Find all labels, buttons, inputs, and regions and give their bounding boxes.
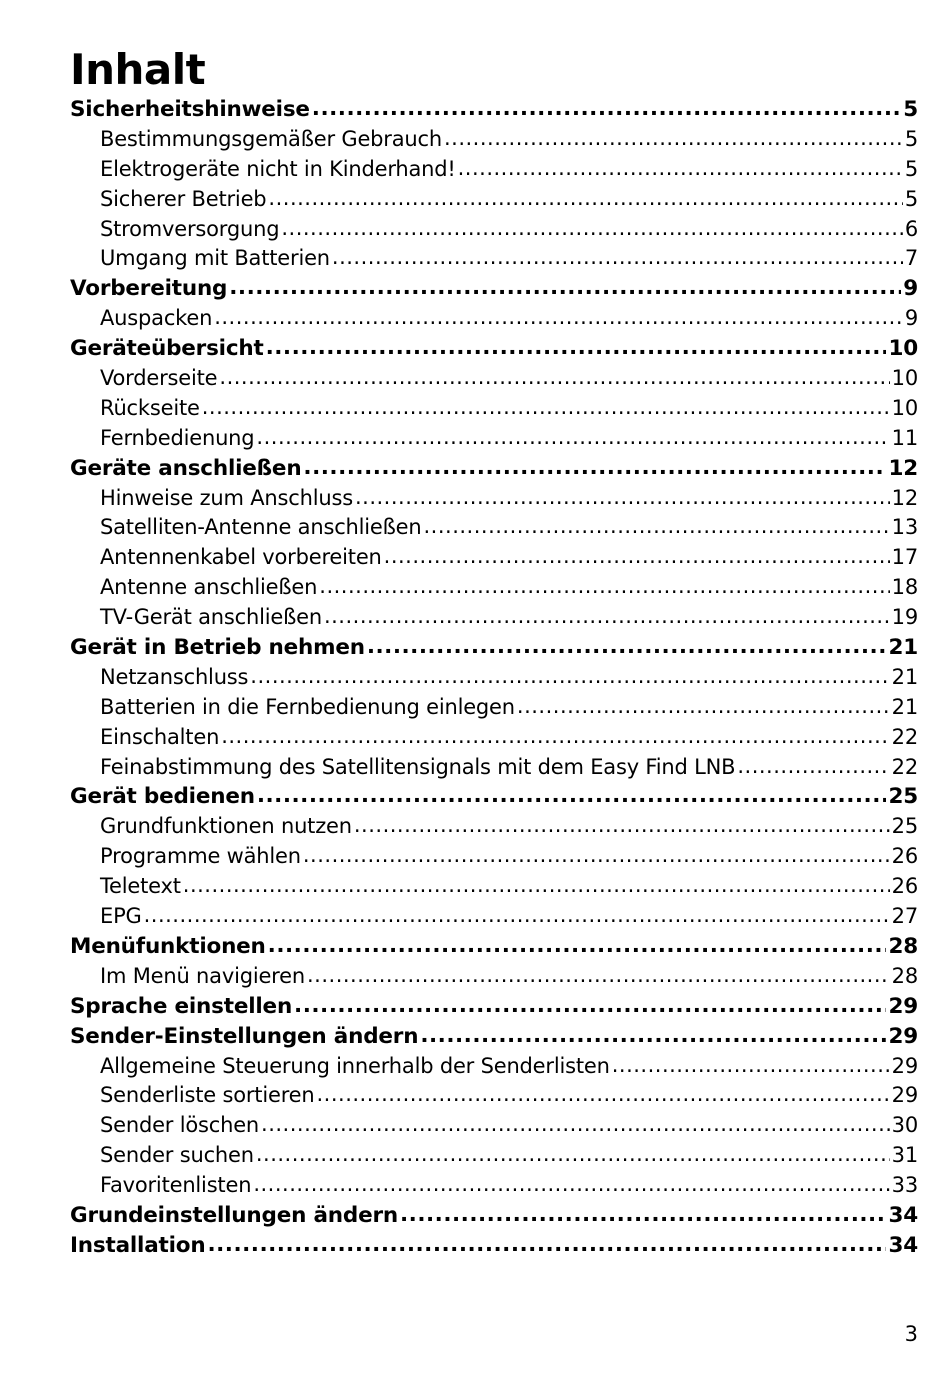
toc-subsection-entry[interactable] [70,902,918,932]
toc-dot-leader [303,454,886,483]
toc-entry-label: Feinabstimmung des Satellitensignals mit dem Easy Find LNB [100,754,736,779]
toc-subsection-entry[interactable] [70,484,918,514]
toc-entry-label: Elektrogeräte nicht in Kinderhand! [100,156,456,181]
toc-entry-label: Umgang mit Batterien [100,246,330,271]
toc-entry-page: 13 [891,515,918,540]
toc-entry-label: Sender löschen [100,1113,260,1138]
toc-subsection-entry[interactable] [70,1141,918,1171]
toc-entry-label: Vorderseite [100,366,218,391]
toc-section-entry[interactable] [70,1201,918,1231]
toc-entry-label: Stromversorgung [100,216,280,241]
toc-subsection-entry[interactable] [70,872,918,902]
toc-dot-leader [384,543,890,572]
toc-subsection-entry[interactable] [70,1052,918,1082]
toc-subsection-entry[interactable] [70,543,918,573]
toc-section-entry[interactable] [70,274,918,304]
toc-entry-label: Hinweise zum Anschluss [100,485,353,510]
toc-dot-leader [294,992,886,1021]
toc-entry-page: 12 [891,485,918,510]
toc-entry-page: 5 [904,186,918,211]
toc-section-entry[interactable] [70,932,918,962]
toc-dot-leader [253,1171,889,1200]
toc-dot-leader [319,573,889,602]
toc-entry-page: 26 [891,844,918,869]
toc-entry-page: 22 [891,724,918,749]
toc-subsection-entry[interactable] [70,424,918,454]
toc-subsection-entry[interactable] [70,364,918,394]
toc-entry-page: 5 [904,126,918,151]
toc-subsection-entry[interactable] [70,125,918,155]
toc-entry-label: Geräte anschließen [70,455,302,481]
toc-entry-page: 31 [891,1143,918,1168]
toc-dot-leader [400,1201,886,1230]
toc-subsection-entry[interactable] [70,513,918,543]
toc-entry-label: Teletext [100,874,181,899]
toc-entry-page: 10 [888,336,918,362]
toc-dot-leader [256,424,889,453]
toc-entry-page: 18 [891,575,918,600]
toc-entry-page: 11 [891,425,918,450]
toc-entry-label: Sicherer Betrieb [100,186,267,211]
toc-entry-label: Gerät in Betrieb nehmen [70,635,365,661]
toc-subsection-entry[interactable] [70,693,918,723]
toc-entry-page: 33 [891,1173,918,1198]
toc-dot-leader [250,663,889,692]
toc-entry-page: 28 [888,933,918,959]
toc-entry-page: 21 [888,635,918,661]
toc-dot-leader [355,484,890,513]
toc-subsection-entry[interactable] [70,1081,918,1111]
toc-entry-label: Sprache einstellen [70,993,293,1019]
toc-entry-label: Satelliten-Antenne anschließen [100,515,422,540]
toc-dot-leader [307,962,890,991]
toc-entry-label: EPG [100,904,142,929]
toc-entry-page: 21 [891,664,918,689]
toc-entry-page: 10 [891,395,918,420]
toc-entry-label: Sicherheitshinweise [70,97,310,122]
toc-entry-page: 30 [891,1113,918,1138]
toc-dot-leader [183,872,890,901]
toc-entry-page: 27 [891,904,918,929]
toc-entry-page: 22 [891,754,918,779]
toc-entry-label: Antennenkabel vorbereiten [100,545,382,570]
toc-subsection-entry[interactable] [70,753,918,783]
toc-entry-page: 19 [891,605,918,630]
toc-entry-page: 5 [904,156,918,181]
toc-entry-page: 21 [891,694,918,719]
page-number: 3 [904,1322,918,1346]
toc-entry-label: Fernbedienung [100,425,255,450]
toc-dot-leader [257,782,887,811]
toc-entry-label: Gerät bedienen [70,784,255,810]
toc-subsection-entry[interactable] [70,573,918,603]
toc-section-entry[interactable] [70,1022,918,1052]
toc-dot-leader [354,812,890,841]
toc-subsection-entry[interactable] [70,185,918,215]
toc-entry-label: Grundfunktionen nutzen [100,814,352,839]
toc-subsection-entry[interactable] [70,215,918,245]
toc-entry-label: Menüfunktionen [70,933,266,959]
toc-dot-leader [303,842,890,871]
toc-entry-label: Vorbereitung [70,276,228,302]
toc-subsection-entry[interactable] [70,1171,918,1201]
toc-dot-leader [281,215,902,244]
toc-dot-leader [444,125,903,154]
toc-entry-page: 5 [903,97,918,122]
toc-dot-leader [144,902,890,931]
toc-subsection-entry[interactable] [70,842,918,872]
toc-entry-page: 10 [891,366,918,391]
toc-dot-leader [207,1231,886,1260]
toc-entry-label: Sender suchen [100,1143,254,1168]
toc-dot-leader [229,274,901,303]
toc-entry-page: 17 [891,545,918,570]
toc-entry-page: 6 [904,216,918,241]
toc-subsection-entry[interactable] [70,304,918,334]
toc-dot-leader [312,95,901,124]
toc-entry-page: 29 [888,993,918,1019]
toc-entry-page: 12 [888,455,918,481]
toc-subsection-entry[interactable] [70,1111,918,1141]
toc-entry-label: Bestimmungsgemäßer Gebrauch [100,126,442,151]
toc-dot-leader [332,244,903,273]
toc-dot-leader [266,334,887,363]
table-of-contents [70,95,918,1261]
toc-entry-label: Rückseite [100,395,200,420]
toc-dot-leader [214,304,903,333]
toc-dot-leader [612,1052,890,1081]
toc-section-entry[interactable] [70,633,918,663]
toc-entry-label: Grundeinstellungen ändern [70,1202,398,1228]
toc-section-entry[interactable] [70,95,918,125]
toc-section-entry[interactable] [70,334,918,364]
toc-dot-leader [202,394,890,423]
toc-subsection-entry[interactable] [70,394,918,424]
toc-dot-leader [367,633,887,662]
toc-entry-page: 28 [891,963,918,988]
toc-entry-page: 34 [888,1202,918,1228]
toc-dot-leader [458,155,903,184]
toc-dot-leader [219,364,889,393]
toc-subsection-entry[interactable] [70,812,918,842]
toc-subsection-entry[interactable] [70,663,918,693]
toc-entry-label: Senderliste sortieren [100,1083,315,1108]
toc-entry-label: Antenne anschließen [100,575,318,600]
toc-section-entry[interactable] [70,1231,918,1261]
toc-dot-leader [517,693,890,722]
toc-dot-leader [324,603,890,632]
toc-subsection-entry[interactable] [70,244,918,274]
toc-entry-label: TV-Gerät anschließen [100,605,322,630]
toc-entry-page: 9 [904,306,918,331]
toc-entry-page: 25 [888,784,918,810]
toc-entry-label: Programme wählen [100,844,301,869]
page-title: Inhalt [70,45,206,94]
toc-entry-page: 29 [891,1083,918,1108]
toc-entry-page: 34 [888,1232,918,1258]
toc-subsection-entry[interactable] [70,155,918,185]
toc-subsection-entry[interactable] [70,723,918,753]
toc-dot-leader [261,1111,890,1140]
toc-dot-leader [424,513,890,542]
toc-entry-page: 29 [891,1053,918,1078]
toc-entry-page: 9 [903,276,918,302]
toc-entry-label: Geräteübersicht [70,336,264,362]
toc-section-entry[interactable] [70,992,918,1022]
toc-section-entry[interactable] [70,782,918,812]
toc-dot-leader [737,753,889,782]
toc-dot-leader [256,1141,890,1170]
toc-entry-label: Einschalten [100,724,220,749]
toc-dot-leader [317,1081,890,1110]
toc-entry-label: Favoritenlisten [100,1173,252,1198]
toc-entry-page: 7 [904,246,918,271]
toc-entry-page: 26 [891,874,918,899]
toc-entry-label: Installation [70,1232,206,1258]
toc-subsection-entry[interactable] [70,603,918,633]
toc-entry-label: Im Menü navigieren [100,963,305,988]
toc-entry-label: Sender-Einstellungen ändern [70,1023,419,1049]
toc-subsection-entry[interactable] [70,962,918,992]
toc-dot-leader [420,1022,886,1051]
toc-entry-label: Auspacken [100,306,213,331]
toc-entry-page: 25 [891,814,918,839]
toc-entry-page: 29 [888,1023,918,1049]
toc-dot-leader [221,723,889,752]
toc-section-entry[interactable] [70,454,918,484]
toc-entry-label: Netzanschluss [100,664,249,689]
toc-entry-label: Allgemeine Steuerung innerhalb der Senderlisten [100,1053,610,1078]
toc-dot-leader [268,932,887,961]
toc-entry-label: Batterien in die Fernbedienung einlegen [100,694,515,719]
toc-dot-leader [268,185,902,214]
